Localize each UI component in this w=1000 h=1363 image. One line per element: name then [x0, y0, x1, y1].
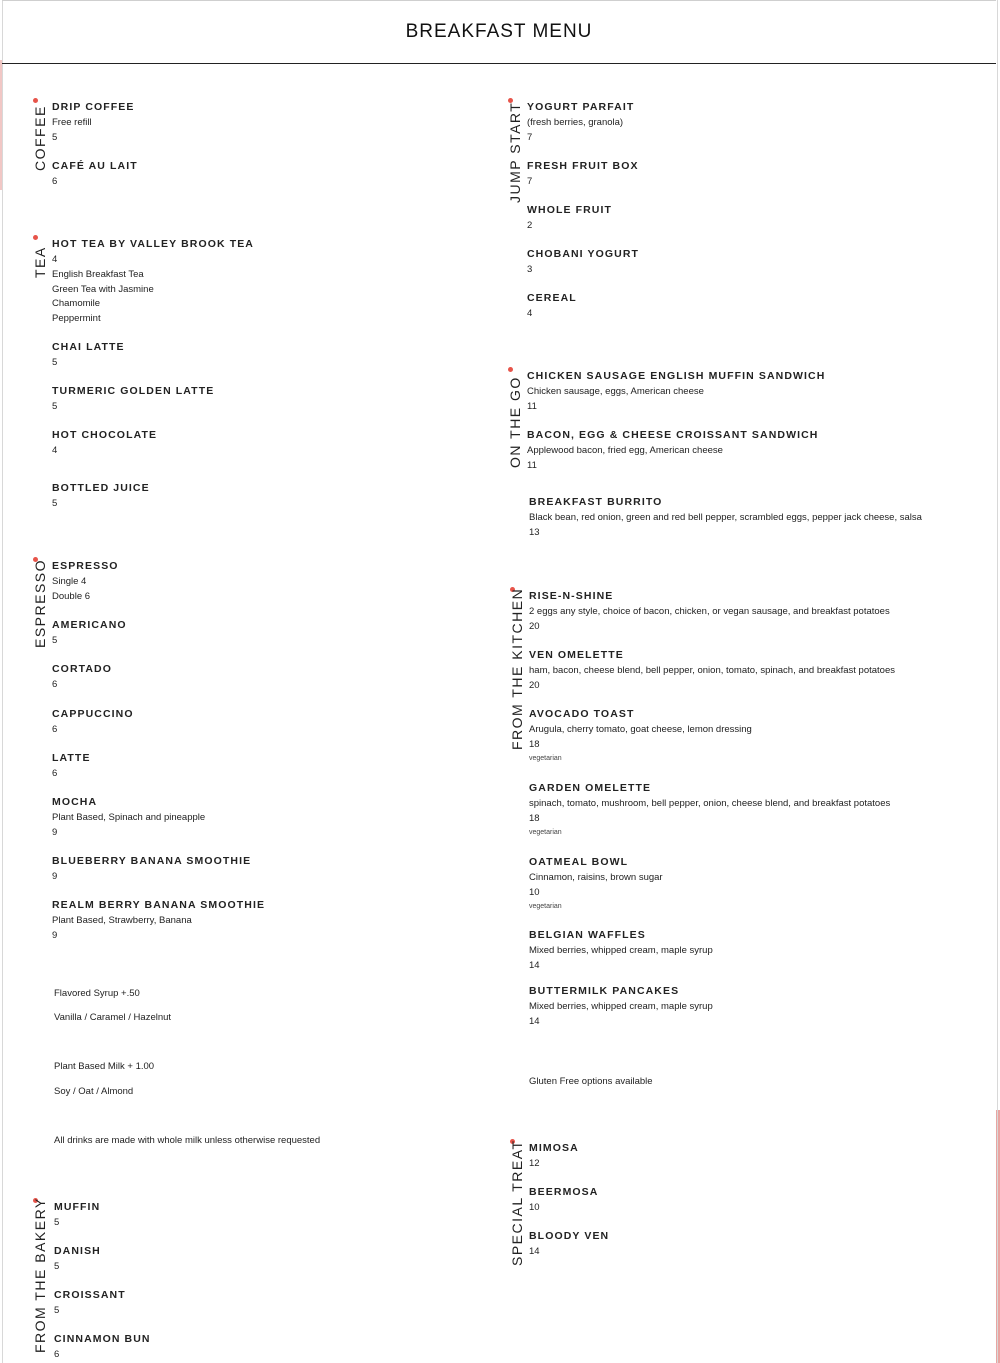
item-price: 9 [52, 871, 58, 882]
item-name: OATMEAL BOWL [529, 856, 629, 868]
item-name: AVOCADO TOAST [529, 708, 635, 720]
menu-item [52, 341, 125, 371]
item-name: BLOODY VEN [529, 1230, 610, 1242]
item-price: 11 [527, 400, 537, 412]
item-price: 14 [529, 959, 540, 971]
menu-item [529, 1230, 609, 1260]
section-label-espresso [28, 560, 48, 950]
bullet-dot-icon [33, 98, 38, 103]
vegetarian-tag: vegetarian [529, 828, 562, 836]
menu-item [529, 590, 890, 635]
item-price: 3 [527, 264, 533, 275]
item-price: 20 [529, 620, 540, 632]
item-name: RISE-N-SHINE [529, 590, 614, 602]
item-price: 18 [529, 738, 540, 750]
item-name: CORTADO [52, 663, 112, 675]
section-title: FROM THE BAKERY [32, 1197, 48, 1353]
item-detail: (fresh berries, granola) [527, 117, 624, 128]
item-detail: English Breakfast Tea [52, 268, 144, 280]
menu-item [527, 370, 825, 415]
item-name: REALM BERRY BANANA SMOOTHIE [52, 899, 266, 911]
menu-item [52, 619, 127, 649]
section-title: TEA [32, 246, 48, 278]
menu-item [54, 1201, 100, 1231]
item-detail: Free refill [52, 117, 92, 128]
menu-item [52, 855, 251, 885]
section-title: SPECIAL TREAT [509, 1139, 525, 1266]
note-syrup-options: Vanilla / Caramel / Hazelnut [54, 1012, 172, 1023]
section-from-the-kitchen [505, 587, 985, 1030]
section-jump-start [503, 101, 983, 321]
menu-item [52, 101, 135, 146]
item-detail: Single 4 [52, 576, 87, 587]
item-name: CROISSANT [54, 1289, 126, 1301]
item-price: 20 [529, 679, 540, 691]
menu-item [527, 292, 577, 322]
item-detail: Double 6 [52, 590, 91, 602]
menu-item [529, 782, 890, 839]
item-detail: Applewood bacon, fried egg, American cheese [527, 445, 723, 456]
item-price: 6 [52, 768, 58, 779]
item-name: HOT TEA BY VALLEY BROOK TEA [52, 238, 254, 250]
item-price: 18 [529, 812, 540, 824]
note-flavored-syrup: Flavored Syrup +.50 [54, 988, 140, 999]
menu-item [529, 496, 922, 541]
item-detail: spinach, tomato, mushroom, bell pepper, onion, cheese blend, and breakfast potatoes [529, 798, 891, 809]
item-name: BUTTERMILK PANCAKES [529, 985, 680, 997]
item-detail: Plant Based, Spinach and pineapple [52, 812, 206, 823]
menu-item [52, 385, 214, 415]
menu-item [527, 204, 612, 234]
section-label-kitchen [505, 587, 525, 1030]
section-title: ON THE GO [507, 376, 523, 468]
section-special-treat [505, 1139, 985, 1272]
item-price: 5 [52, 401, 58, 412]
item-name: DANISH [54, 1245, 101, 1257]
vegetarian-tag: vegetarian [529, 754, 562, 762]
menu-item [54, 1289, 126, 1319]
item-price: 5 [54, 1261, 60, 1272]
item-name: YOGURT PARFAIT [527, 101, 635, 113]
item-price: 9 [52, 929, 58, 941]
item-name: MIMOSA [529, 1142, 579, 1154]
menu-item [529, 649, 895, 694]
menu-item [527, 101, 634, 146]
item-detail: Cinnamon, raisins, brown sugar [529, 872, 663, 883]
menu-item [52, 708, 134, 738]
item-detail: Peppermint [52, 313, 101, 325]
item-price: 5 [52, 635, 58, 646]
section-tea [28, 238, 468, 518]
menu-item [52, 752, 91, 782]
note-plant-milk: Plant Based Milk + 1.00 [54, 1061, 155, 1072]
item-price: 14 [529, 1015, 540, 1027]
section-label-tea [28, 238, 48, 518]
item-detail: Chamomile [52, 298, 101, 310]
item-detail: Mixed berries, whipped cream, maple syrup [529, 945, 713, 956]
item-price: 7 [527, 176, 533, 187]
item-price: 6 [52, 176, 58, 187]
menu-item [529, 985, 713, 1030]
item-name: CEREAL [527, 292, 577, 304]
item-name: MUFFIN [54, 1201, 101, 1213]
item-detail: Green Tea with Jasmine [52, 283, 154, 295]
bullet-dot-icon [33, 235, 38, 240]
note-whole-milk: All drinks are made with whole milk unless otherwise requested [54, 1135, 321, 1146]
item-price: 14 [529, 1246, 540, 1257]
item-price: 4 [527, 308, 533, 319]
item-name: BEERMOSA [529, 1186, 599, 1198]
menu-item [52, 560, 119, 605]
item-name: BOTTLED JUICE [52, 482, 150, 494]
item-name: HOT CHOCOLATE [52, 429, 158, 441]
item-price: 4 [52, 254, 58, 265]
section-label-on-the-go [503, 370, 523, 540]
item-price: 11 [527, 459, 537, 471]
item-price: 10 [529, 1202, 540, 1213]
item-name: CINNAMON BUN [54, 1333, 151, 1345]
bullet-dot-icon [508, 367, 513, 372]
item-name: DRIP COFFEE [52, 101, 135, 113]
menu-item [52, 796, 205, 841]
section-label-special-treat [505, 1139, 525, 1272]
section-label-jump-start [503, 101, 523, 321]
menu-item [529, 1186, 598, 1216]
item-detail: Chicken sausage, eggs, American cheese [527, 386, 704, 397]
item-name: ESPRESSO [52, 560, 119, 572]
item-price: 13 [529, 526, 540, 538]
item-name: CHAI LATTE [52, 341, 125, 353]
menu-item [529, 856, 663, 913]
section-title: ESPRESSO [32, 558, 48, 648]
item-name: CAPPUCCINO [52, 708, 134, 720]
menu-item [52, 899, 265, 944]
section-espresso [28, 560, 468, 950]
item-name: CAFÉ AU LAIT [52, 160, 138, 172]
section-bakery [28, 1197, 468, 1361]
menu-item [54, 1333, 151, 1363]
menu-header [2, 0, 996, 64]
item-price: 4 [52, 445, 58, 456]
section-title: COFFEE [32, 105, 48, 171]
item-price: 5 [52, 357, 58, 368]
item-detail: Black bean, red onion, green and red bell pepper, scrambled eggs, pepper jack cheese, salsa [529, 512, 922, 523]
menu-item [52, 429, 157, 459]
item-detail: Arugula, cherry tomato, goat cheese, lemon dressing [529, 724, 752, 735]
item-price: 9 [52, 826, 58, 838]
menu-item [527, 248, 639, 278]
item-name: CHOBANI YOGURT [527, 248, 640, 260]
menu-item [529, 708, 752, 765]
item-price: 5 [52, 498, 58, 509]
menu-item [529, 929, 713, 974]
section-label-coffee [28, 101, 48, 211]
item-price: 5 [54, 1305, 60, 1316]
item-name: BACON, EGG & CHEESE CROISSANT SANDWICH [527, 429, 819, 441]
item-detail: ham, bacon, cheese blend, bell pepper, onion, tomato, spinach, and breakfast potatoes [529, 665, 896, 676]
section-label-bakery [28, 1197, 48, 1361]
menu-item [52, 663, 112, 693]
section-coffee [28, 101, 468, 211]
item-name: LATTE [52, 752, 91, 764]
item-price: 12 [529, 1158, 540, 1169]
item-detail: Plant Based, Strawberry, Banana [52, 915, 192, 926]
page-title: BREAKFAST MENU [405, 21, 593, 42]
item-price: 6 [52, 724, 58, 735]
item-price: 5 [52, 131, 58, 143]
item-price: 7 [527, 131, 533, 143]
item-name: WHOLE FRUIT [527, 204, 613, 216]
item-price: 6 [52, 679, 58, 690]
item-price: 2 [527, 220, 533, 231]
item-name: AMERICANO [52, 619, 127, 631]
section-title: FROM THE KITCHEN [509, 587, 525, 750]
section-title: JUMP START [507, 101, 523, 203]
note-milk-options: Soy / Oat / Almond [54, 1086, 134, 1097]
menu-item [54, 1245, 101, 1275]
item-name: TURMERIC GOLDEN LATTE [52, 385, 215, 397]
item-price: 6 [54, 1349, 60, 1360]
item-price: 5 [54, 1217, 60, 1228]
item-name: BREAKFAST BURRITO [529, 496, 663, 508]
item-name: BELGIAN WAFFLES [529, 929, 646, 941]
vegetarian-tag: vegetarian [529, 902, 562, 910]
item-name: MOCHA [52, 796, 98, 808]
menu-item [527, 429, 818, 474]
menu-item [52, 160, 138, 190]
menu-item [52, 482, 150, 512]
item-name: BLUEBERRY BANANA SMOOTHIE [52, 855, 252, 867]
item-name: GARDEN OMELETTE [529, 782, 652, 794]
item-price: 10 [529, 886, 540, 898]
item-name: VEN OMELETTE [529, 649, 624, 661]
menu-item [529, 1142, 579, 1172]
item-name: CHICKEN SAUSAGE ENGLISH MUFFIN SANDWICH [527, 370, 826, 382]
section-on-the-go [503, 370, 983, 540]
note-gluten-free: Gluten Free options available [529, 1076, 653, 1087]
item-detail: Mixed berries, whipped cream, maple syrup [529, 1001, 713, 1012]
item-name: FRESH FRUIT BOX [527, 160, 639, 172]
menu-item [52, 238, 254, 327]
item-detail: 2 eggs any style, choice of bacon, chicken, or vegan sausage, and breakfast potatoes [529, 606, 890, 617]
menu-item [527, 160, 639, 190]
